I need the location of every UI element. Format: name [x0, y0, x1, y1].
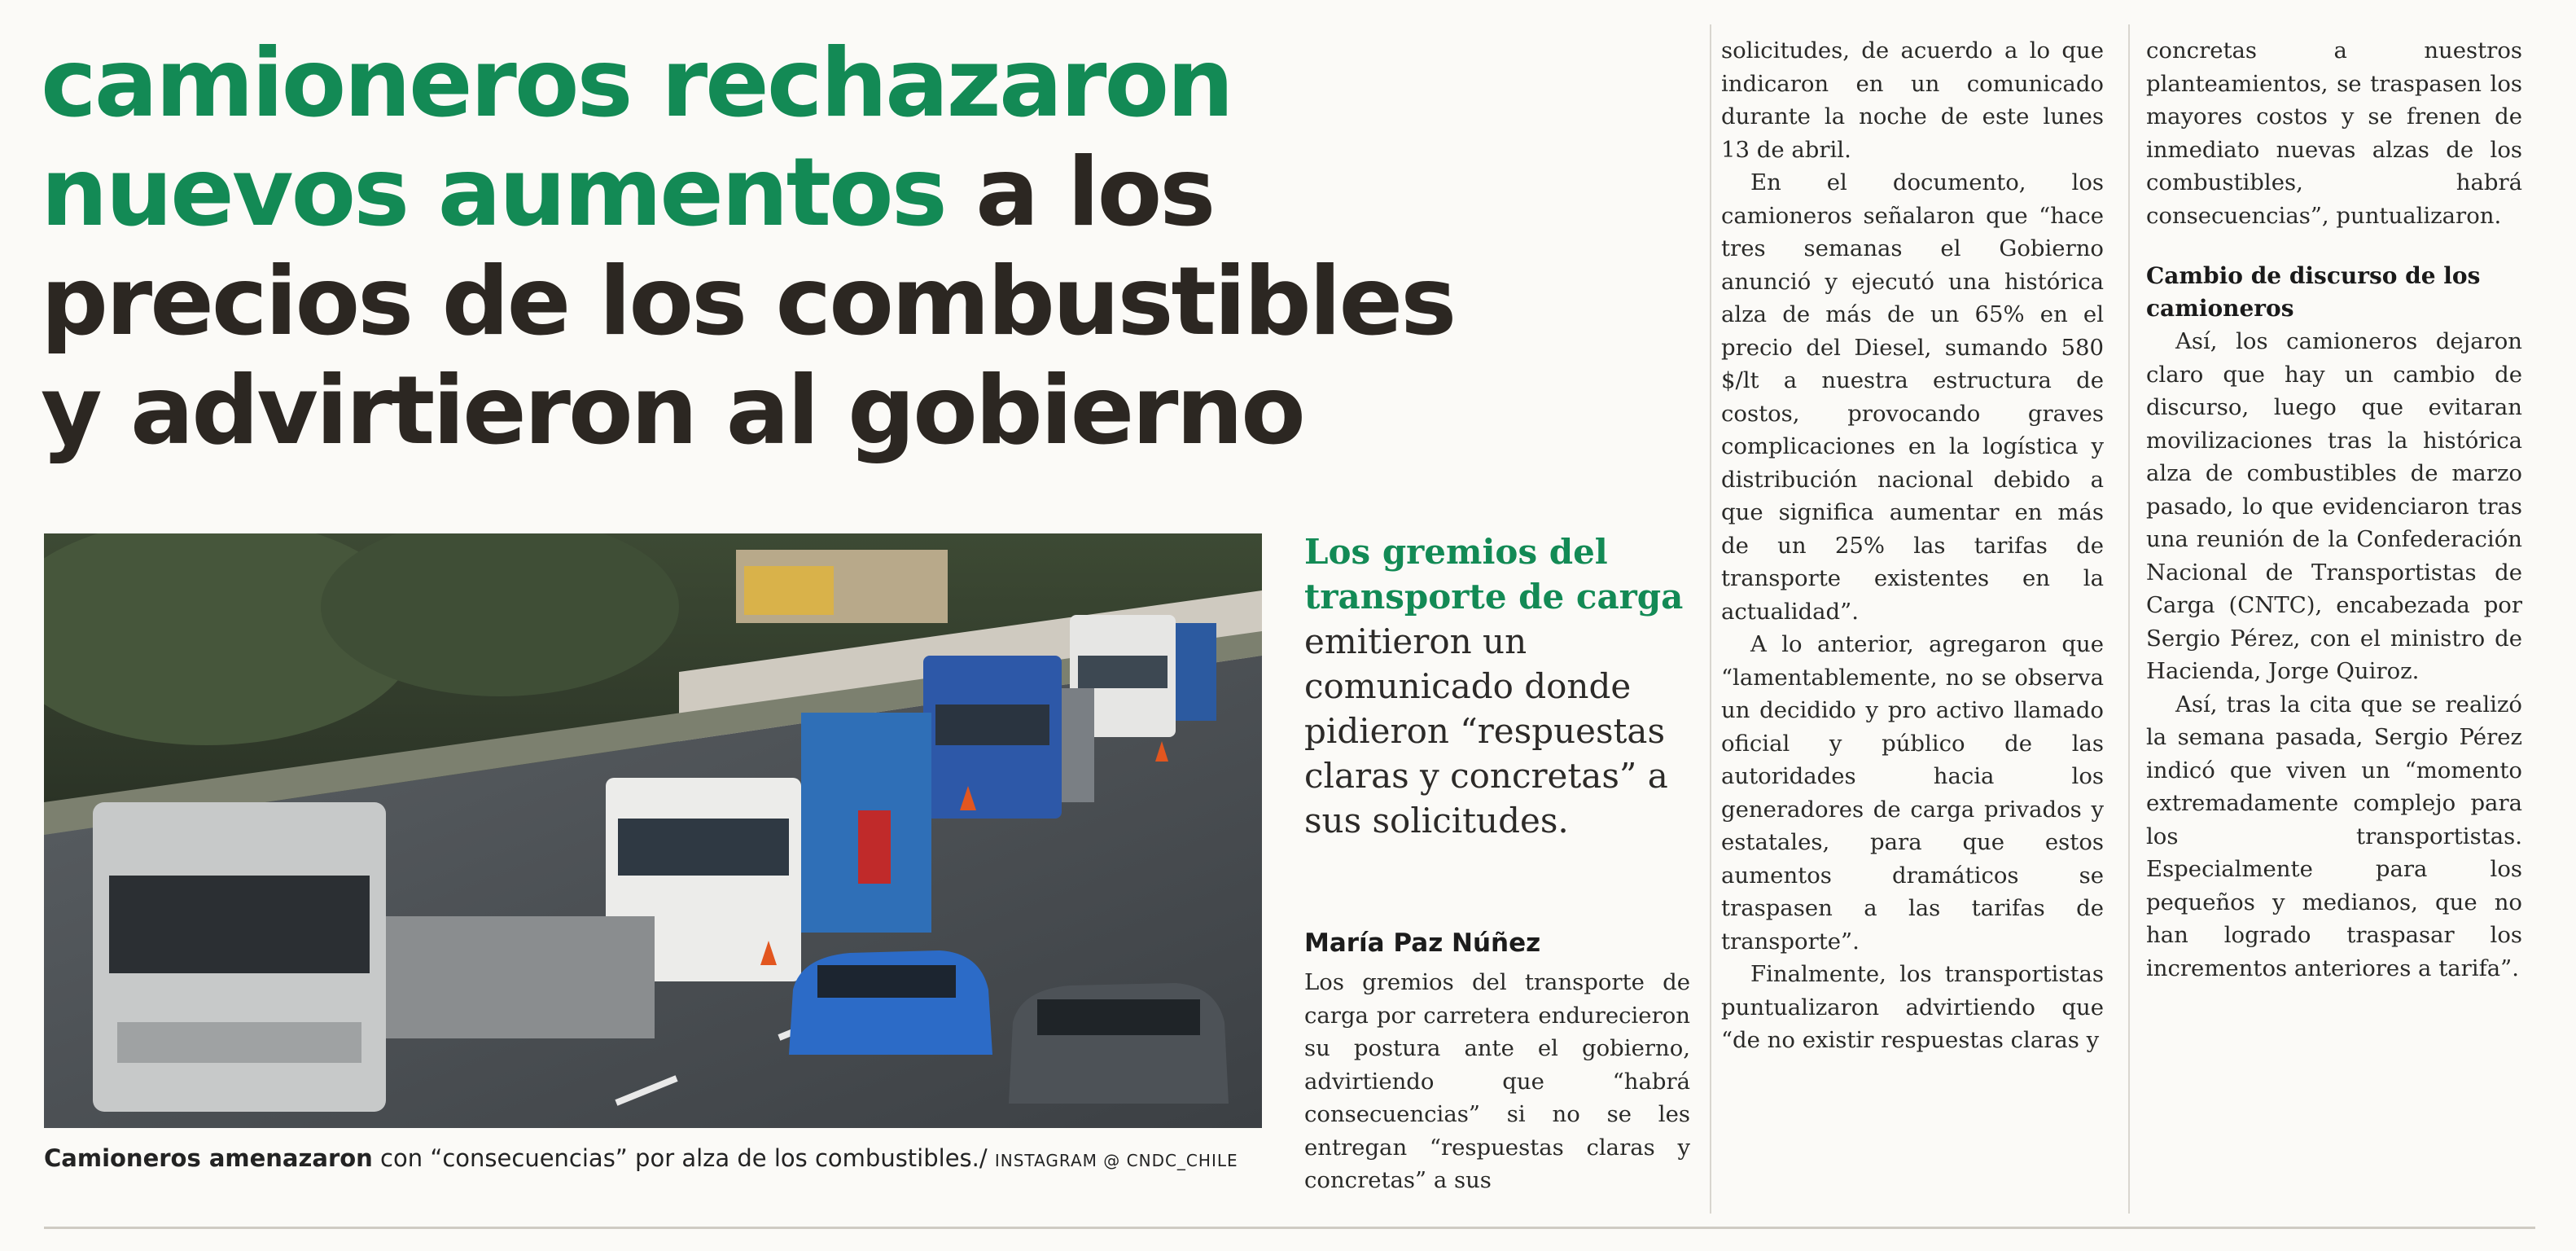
trucks-photo-illustration [44, 533, 1262, 1128]
body-column-1 [1304, 966, 1690, 1197]
headline [41, 29, 1669, 466]
headline-line-2-rest: a los [944, 138, 1214, 248]
body-paragraph: Así, tras la cita que se realizó la semana pasada, Sergio Pérez indicó que viven un “momento extremadamente complejo para los transportistas. Especialmente para los pequeños y medianos, que no han logrado traspasar los incrementos anteriores a tarifa”. [2146, 691, 2522, 981]
news-photo-trucks-on-highway [44, 533, 1262, 1128]
body-paragraph: En el documento, los camioneros señalaron que “hace tres semanas el Gobierno anunció y ejecutó una histórica alza de más de un 65% en el precio del Diesel, sumando 580 $/lt a nuestra estructura de costos, provocando graves complicaciones en la logística y distribución nacional debido a que significa aumentar en más de un 25% las tarifas de transporte existentes en la actualidad”. [1721, 169, 2104, 625]
headline-line-1: camioneros rechazaron [41, 29, 1232, 138]
caption-text: con “consecuencias” por alza de los combustibles./ [372, 1144, 995, 1172]
body-paragraph: solicitudes, de acuerdo a lo que indicaron en un comunicado durante la noche de este lunes 13 de abril. [1721, 37, 2104, 163]
headline-line-2 [41, 138, 1669, 248]
body-paragraph: Finalmente, los transportistas puntualizaron advirtiendo que “de no existir respuestas claras y [1721, 961, 2104, 1053]
body-paragraph: A lo anterior, agregaron que “lamentablemente, no se observa un decidido y pro activo llamado oficial y público de las autoridades hacia los generadores de carga privados y estatales, para que estos aumentos dramáticos se traspasen a las tarifas de transporte”. [1721, 631, 2104, 955]
body-paragraph: Los gremios del transporte de carga por carretera endurecieron su postura ante el gobierno, advirtiendo que “habrá consecuencias” si no se les entregan “respuestas claras y concretas” a sus [1304, 969, 1690, 1193]
body-column-2 [1721, 34, 2104, 1057]
column-divider [2128, 24, 2130, 1214]
caption-bold: Camioneros amenazaron [44, 1144, 373, 1172]
author-byline: María Paz Núñez [1304, 928, 1541, 958]
photo-credit: INSTAGRAM @ CNDC_CHILE [994, 1151, 1238, 1170]
body-paragraph: concretas a nuestros planteamientos, se traspasen los mayores costos y se frenen de inmediato nuevas alzas de los combustibles, habrá consecuencias”, puntualizaron. [2146, 37, 2522, 229]
body-column-3 [2146, 34, 2522, 985]
column-divider [1710, 24, 1711, 1214]
bottom-rule [44, 1227, 2535, 1229]
lead-green-text: Los gremios del transporte de carga [1304, 532, 1684, 617]
headline-line-2-green: nuevos aumentos [41, 138, 945, 248]
headline-line-3: precios de los combustibles [41, 247, 1455, 357]
section-subhead: Cambio de discurso de los camioneros [2146, 262, 2481, 322]
headline-line-4: y advirtieron al gobierno [41, 356, 1303, 466]
body-paragraph: Así, los camioneros dejaron claro que hay un cambio de discurso, luego que evitaran movilizaciones tras la histórica alza de combustibles de marzo pasado, lo que evidenciaron tras una reunión de la Confederación Nacional de Transportistas de Carga (CNTC), encabezada por Sergio Pérez, con el ministro de Hacienda, Jorge Quiroz. [2146, 328, 2522, 684]
photo-caption [44, 1139, 1281, 1180]
lead-rest-text: emitieron un comunicado donde pidieron “respuestas claras y concretas” a sus solicitudes. [1304, 621, 1668, 841]
lead-paragraph [1304, 529, 1695, 843]
